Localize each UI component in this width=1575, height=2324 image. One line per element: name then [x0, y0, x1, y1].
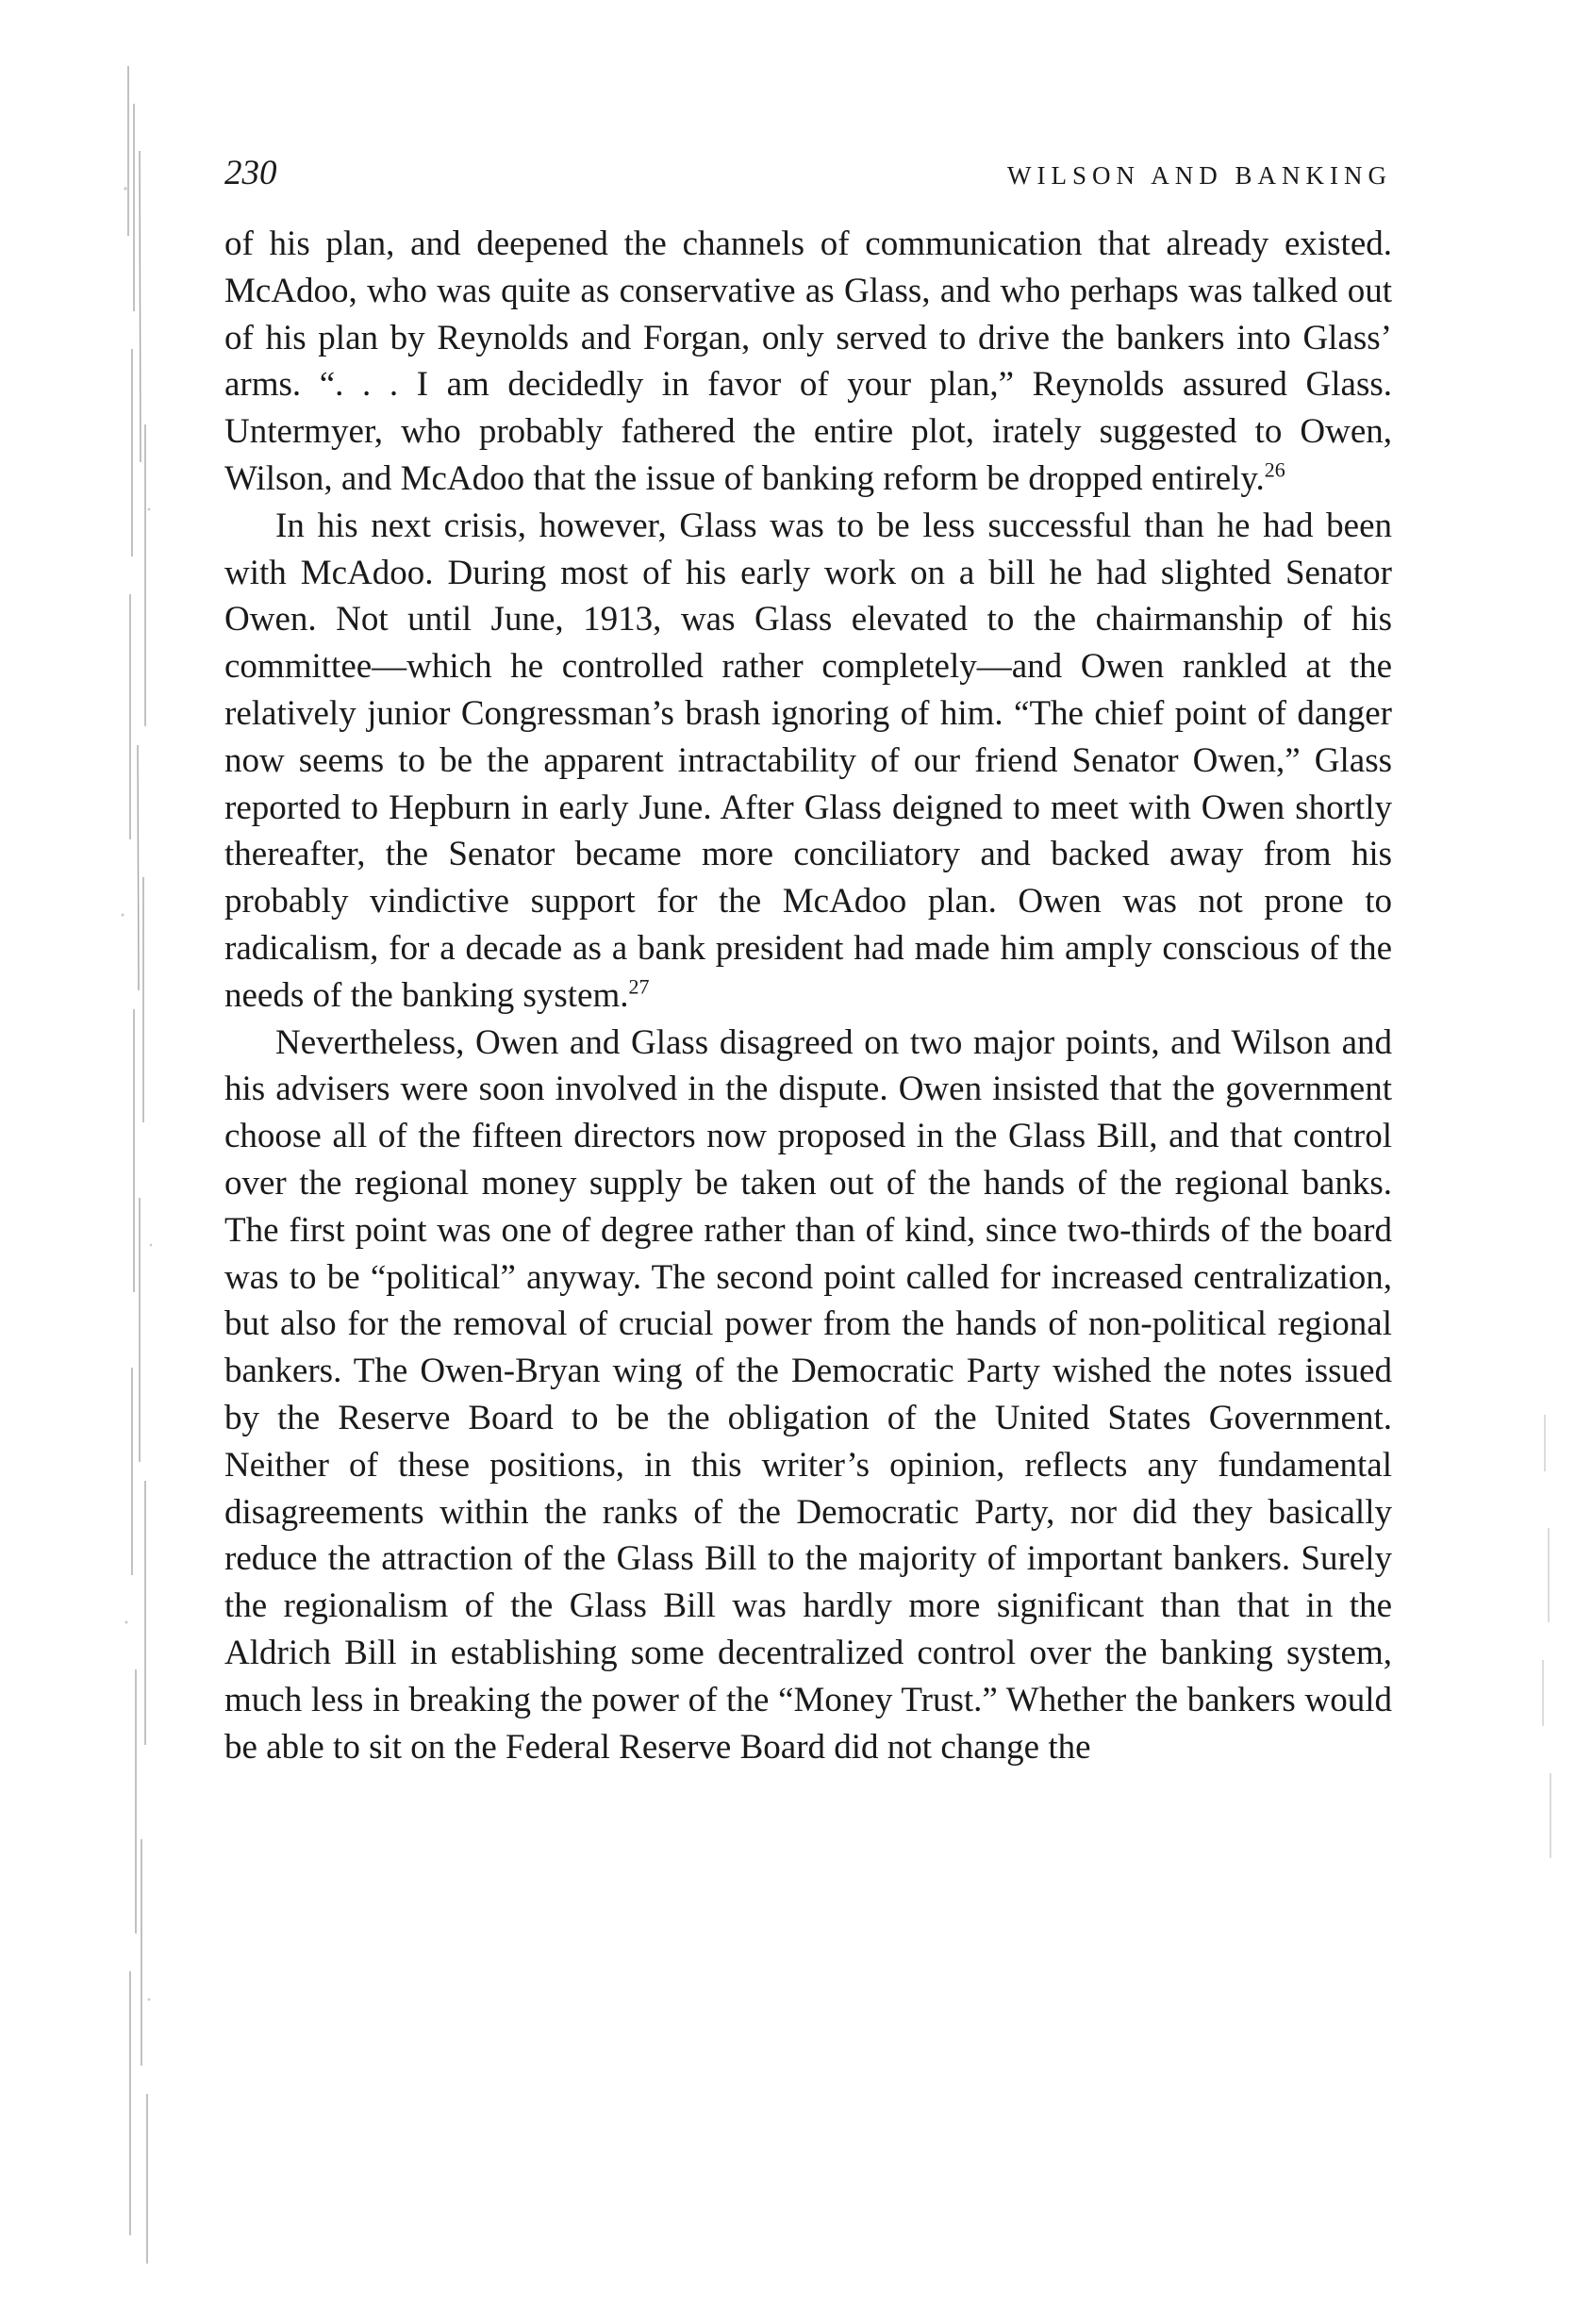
running-head: WILSON AND BANKING	[1007, 161, 1392, 190]
paragraph-text: In his next crisis, however, Glass was to be less successful than he had been with McAdoo. During most of his early work on a bill he had slighted Senator Owen. Not until June, 1913, was Glass elevated to the chairmanship of his committee—which he controlled rather completely—and Owen rankled at the relatively junior Congressman’s brash ignoring of him. “The chief point of danger now seems to be the apparent intractability of our friend Senator Owen,” Glass reported to Hepburn in early June. After Glass deigned to meet with Owen shortly thereafter, the Senator became more conciliatory and backed away from his probably vindictive support for the McAdoo plan. Owen was not prone to radicalism, for a decade as a bank president had made him amply conscious of the needs of the banking system.	[224, 506, 1392, 1015]
binding-gutter-marks	[111, 66, 177, 2264]
page-header	[224, 151, 1392, 208]
paragraph-text: Nevertheless, Owen and Glass disagreed on two major points, and Wilson and his advisers were soon involved in the dispute. Owen insisted that the government choose all of the fifteen directors now proposed in the Glass Bill, and that control over the regional money supply be taken out of the hands of the regional banks. The first point was one of degree rather than of kind, since two-thirds of the board was to be “political” anyway. The second point called for increased centralization, but also for the removal of crucial power from the hands of non-political regional bankers. The Owen-Bryan wing of the Democratic Party wished the notes issued by the Reserve Board to be the obligation of the United States Government. Neither of these positions, in this writer’s opinion, reflects any fundamental disagreements within the ranks of the Democratic Party, nor did they basically reduce the attraction of the Glass Bill to the majority of important bankers. Surely the regionalism of the Glass Bill was hardly more significant than that in the Aldrich Bill in establishing some decentralized control over the banking system, much less in breaking the power of the “Money Trust.” Whether the bankers would be able to sit on the Federal Reserve Board did not change the	[224, 1022, 1392, 1767]
page-number: 230	[224, 154, 277, 192]
paragraph	[224, 1020, 1392, 1771]
right-edge-marks	[1535, 1415, 1564, 1905]
paragraph	[224, 503, 1392, 1020]
paragraph-text: of his plan, and deepened the channels of communication that already existed. McAdoo, who was quite as conservative as Glass, and who perhaps was talked out of his plan by Reynolds and Forgan, only served to drive the bankers into Glass’ arms. “. . . I am decidedly in favor of your plan,” Reynolds assured Glass. Untermyer, who probably fathered the entire plot, irately suggested to Owen, Wilson, and McAdoo that the issue of banking reform be dropped entirely.	[224, 224, 1392, 498]
footnote-ref: 26	[1264, 457, 1285, 482]
footnote-ref: 27	[628, 974, 650, 999]
body-text	[224, 221, 1392, 1770]
paragraph	[224, 221, 1392, 503]
